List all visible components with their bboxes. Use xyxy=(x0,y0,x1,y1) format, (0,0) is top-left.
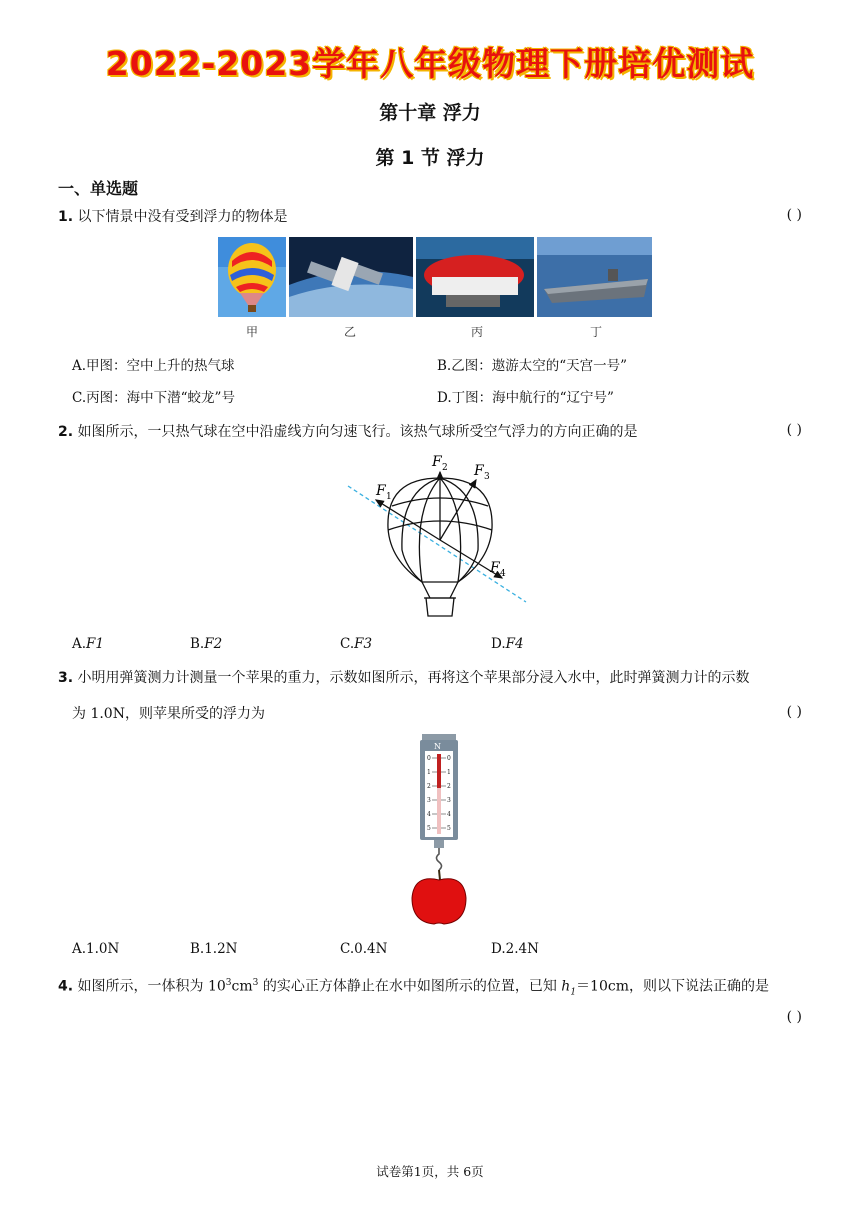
option-a: A.甲图：空中上升的热气球 xyxy=(72,358,235,374)
scale-hook xyxy=(437,848,442,870)
question-text-line2: 为 1.0N，则苹果所受的浮力为 xyxy=(72,706,265,722)
svg-text:2: 2 xyxy=(447,783,451,790)
svg-text:5: 5 xyxy=(447,825,451,832)
svg-text:4: 4 xyxy=(427,811,431,818)
question-number: 4. xyxy=(58,978,74,995)
question-2 xyxy=(58,422,638,442)
caption-bing: 丙 xyxy=(470,325,483,339)
option-d: D.丁图：海中航行的“辽宁号” xyxy=(437,390,614,406)
force-arrows xyxy=(376,472,502,578)
svg-text:1: 1 xyxy=(427,769,431,776)
question-number: 3. xyxy=(58,670,74,686)
question-4: 4. 如图所示，一体积为 $10^3cm^3$ 的实心正方体静止在水中如图所示的位置，已知 $h_1=10cm$，则以下说法正确的是 xyxy=(58,978,769,998)
option-d: D.F4 xyxy=(491,636,524,652)
question-number: 2. xyxy=(58,424,74,440)
option-b: B.F2 xyxy=(190,636,223,652)
answer-paren: ( ) xyxy=(786,704,802,720)
aircraft-carrier-photo xyxy=(537,237,652,317)
label-f3: F xyxy=(474,463,484,479)
option-d: D.2.4N xyxy=(491,941,539,957)
question-text-line1: 小明用弹簧测力计测量一个苹果的重力，示数如图所示，再将这个苹果部分浸入水中，此时弹簧测力计的示数 xyxy=(77,670,750,686)
page-footer: 试卷第1页，共 6页 xyxy=(376,1164,484,1179)
option-a: A.F1 xyxy=(72,636,105,652)
answer-paren: ( ) xyxy=(786,422,802,438)
space-station-photo xyxy=(289,237,413,317)
exam-banner-title: 2022-2023学年八年级物理下册培优测试 xyxy=(105,44,755,83)
apple xyxy=(412,879,466,924)
svg-text:3: 3 xyxy=(484,472,490,482)
section-title: 第 1 节 浮力 xyxy=(375,147,485,169)
submersible-photo xyxy=(416,237,534,317)
scale-unit: N xyxy=(434,742,441,751)
svg-text:4: 4 xyxy=(500,569,506,579)
svg-text:5: 5 xyxy=(427,825,431,832)
svg-text:2: 2 xyxy=(442,463,448,473)
caption-ding: 丁 xyxy=(589,325,602,339)
force-f3-arrow xyxy=(440,480,476,540)
hot-air-balloon-photo xyxy=(218,237,286,317)
caption-jia: 甲 xyxy=(245,325,258,339)
caption-yi: 乙 xyxy=(343,325,356,339)
option-c: C.0.4N xyxy=(340,941,388,957)
scale-indicator xyxy=(437,754,441,788)
part-heading: 一、单选题 xyxy=(58,179,139,198)
answer-paren: ( ) xyxy=(786,207,802,223)
chapter-title: 第十章 浮力 xyxy=(379,102,481,124)
svg-text:0: 0 xyxy=(427,755,431,762)
apple-stem xyxy=(439,870,440,880)
q1-photo-strip xyxy=(218,237,654,319)
svg-text:1: 1 xyxy=(447,769,451,776)
question-3 xyxy=(58,668,808,688)
svg-text:3: 3 xyxy=(447,797,451,804)
question-text: 如图所示，一只热气球在空中沿虚线方向匀速飞行。该热气球所受空气浮力的方向正确的是 xyxy=(77,424,638,440)
svg-text:1: 1 xyxy=(386,492,392,502)
flight-path-line xyxy=(348,486,526,602)
question-text: 以下情景中没有受到浮力的物体是 xyxy=(77,209,288,225)
label-f4: F xyxy=(490,560,500,576)
option-c: C.F3 xyxy=(340,636,373,652)
label-f1: F xyxy=(376,483,386,499)
svg-text:3: 3 xyxy=(427,797,431,804)
question-number: 1. xyxy=(58,209,74,225)
svg-text:4: 4 xyxy=(447,811,451,818)
option-b: B.乙图：遨游太空的“天宫一号” xyxy=(437,358,628,374)
svg-text:2: 2 xyxy=(427,783,431,790)
scale-top-hook xyxy=(422,734,456,740)
label-f2: F xyxy=(432,454,442,470)
balloon-force-diagram xyxy=(340,450,540,622)
answer-paren: ( ) xyxy=(786,1009,802,1025)
option-b: B.1.2N xyxy=(190,941,238,957)
question-1 xyxy=(58,207,288,227)
option-a: A.1.0N xyxy=(72,941,120,957)
spring-scale-with-apple xyxy=(404,734,474,928)
svg-text:0: 0 xyxy=(447,755,451,762)
option-c: C.丙图：海中下潜“蛟龙”号 xyxy=(72,390,235,406)
